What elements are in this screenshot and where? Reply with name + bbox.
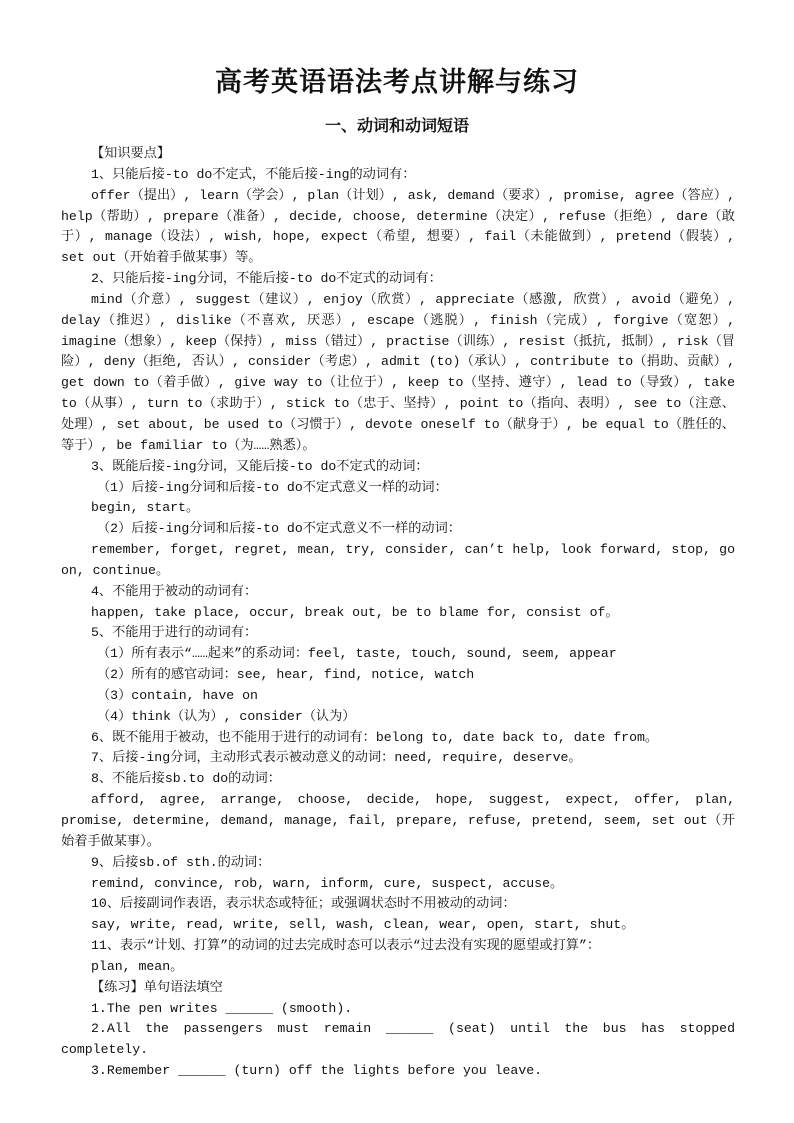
point-9-verbs: remind, convince, rob, warn, inform, cure, suspect, accuse。 — [91, 875, 564, 891]
point-5-sub-2: （2）所有的感官动词：see, hear, find, notice, watch — [97, 667, 475, 683]
point-5-sub-1: （1）所有表示“……起来”的系动词：feel, taste, touch, sound, seem, appear — [97, 646, 617, 662]
point-6: 6、既不能用于被动，也不能用于进行的动词有：belong to, date back to, date from。 — [91, 729, 659, 745]
point-10-heading: 10、后接副词作表语，表示状态或特征；或强调状态时不用被动的动词： — [91, 896, 516, 912]
exercise-item: 2.All the passengers must remain ______ (seat) until the bus has stopped completely. — [61, 1021, 735, 1058]
point-3-sub-2-verbs: remember, forget, regret, mean, try, consider, can’t help, look forward, stop, go on, continue。 — [61, 542, 735, 578]
point-3-sub-2: （2）后接-ing分词和后接-to do不定式意义不一样的动词： — [97, 521, 461, 537]
point-7: 7、后接-ing分词，主动形式表示被动意义的动词：need, require, deserve。 — [91, 750, 582, 766]
point-3-sub-1-verbs: begin, start。 — [91, 500, 200, 516]
exercise-label: 【练习】单句语法填空 — [91, 979, 223, 995]
point-3-sub-1: （1）后接-ing分词和后接-to do不定式意义一样的动词： — [97, 479, 448, 495]
point-2-verbs: mind（介意）, suggest（建议）, enjoy（欣赏）, appreciate（感激, 欣赏）, avoid（避免）, delay（推迟）, dislike（不喜欢, 厌恶）, escape（逃脱）, finish（完成）, forgive（宽恕）, imagine（想象）, keep（保持）, miss（错过）, practise（训练）, resist（抵抗, 抵制）, risk（冒险）, deny（拒绝, 否认）, consider（考虑）, admit (to)（承认）, contribute to（捐助、贡献）, get down to（着手做）, give way to（让位于）, keep to（坚持、遵守）, lead to（导致）, take to（从事）, turn to（求助于）, stick to（忠于、坚持）, point to（指向、表明）, see to（注意、处理）, set about, be used to（习惯于）, devote oneself to（献身于）, be equal to（胜任的、等于）, be familiar to（为……熟悉）。 — [61, 291, 735, 453]
point-5-heading: 5、不能用于进行的动词有： — [91, 625, 258, 641]
point-9-heading: 9、后接sb.of sth.的动词： — [91, 854, 271, 870]
point-4-heading: 4、不能用于被动的动词有： — [91, 583, 258, 599]
point-2-heading: 2、只能后接-ing分词，不能后接-to do不定式的动词有： — [91, 271, 442, 287]
point-11-heading: 11、表示“计划、打算”的动词的过去完成时态可以表示“过去没有实现的愿望或打算”： — [91, 938, 601, 954]
point-11-verbs: plan, mean。 — [91, 958, 184, 974]
point-10-verbs: say, write, read, write, sell, wash, clean, wear, open, start, shut。 — [91, 917, 635, 933]
exercise-item: 1.The pen writes ______ (smooth). — [91, 1000, 353, 1016]
page-title: 高考英语语法考点讲解与练习 — [215, 67, 579, 98]
point-3-heading: 3、既能后接-ing分词，又能后接-to do不定式的动词： — [91, 458, 429, 474]
point-8-verbs: afford, agree, arrange, choose, decide, hope, suggest, expect, offer, plan, promise, determine, demand, manage, fail, prepare, refuse, pretend, seem, set out（开始着手做某事）。 — [61, 792, 735, 849]
point-5-sub-4: （4）think（认为）, consider（认为） — [97, 708, 356, 724]
point-5-sub-3: （3）contain, have on — [97, 687, 258, 703]
point-1-heading: 1、只能后接-to do不定式，不能后接-ing的动词有： — [91, 166, 416, 182]
document-body — [61, 144, 735, 1082]
section-heading: 一、动词和动词短语 — [324, 116, 469, 135]
knowledge-points-label: 【知识要点】 — [91, 146, 171, 161]
exercise-item: 3.Remember ______ (turn) off the lights before you leave. — [91, 1063, 543, 1079]
point-4-verbs: happen, take place, occur, break out, be to blame for, consist of。 — [91, 604, 619, 620]
point-1-verbs: offer（提出）, learn（学会）, plan（计划）, ask, demand（要求）, promise, agree（答应）, help（帮助）, prepare（准备）, decide, choose, determine（决定）, refuse（拒绝）, dare（敢于）, manage（设法）, wish, hope, expect（希望, 想要）, fail（未能做到）, pretend（假装）, set out（开始着手做某事）等。 — [61, 187, 735, 266]
point-8-heading: 8、不能后接sb.to do的动词： — [91, 771, 281, 787]
